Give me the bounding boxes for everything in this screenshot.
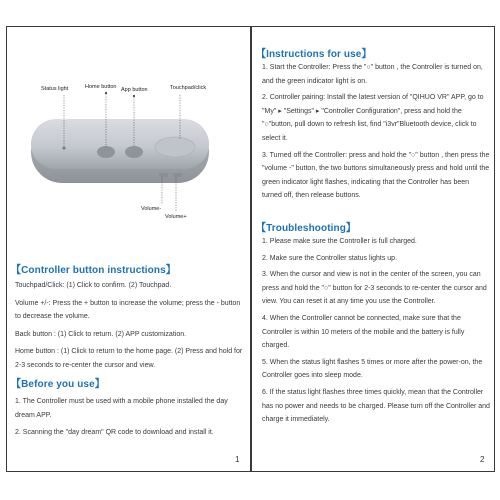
section-title-controller-buttons: 【Controller button instructions】	[11, 265, 176, 276]
app-button-shape	[125, 146, 143, 158]
label-touchpad: Touchpad/click	[170, 85, 207, 91]
section-title-before-use: 【Before you use】	[11, 379, 105, 390]
manual-page-left	[6, 26, 251, 472]
paragraph: Back button : (1) Click to return. (2) APP customization.	[15, 330, 187, 338]
controller-instructions-text	[15, 279, 247, 373]
paragraph: 3. When the cursor and view is not in the center of the screen, you can press and hold the "○" button for 2-3 seconds to re-center the cursor and view. You can reset it at any time you use the Controller.	[262, 271, 487, 306]
status-light-dot	[62, 146, 65, 149]
paragraph: 1. Please make sure the Controller is full charged.	[262, 238, 417, 245]
volume-plus-key	[173, 173, 182, 177]
paragraph: Touchpad/Click: (1) Click to confirm. (2) Touchpad.	[15, 282, 172, 289]
home-button-shape	[97, 146, 115, 158]
page-number: 1	[235, 455, 240, 464]
paragraph: 1. The Controller must be used with a mobile phone installed the day dream APP.	[15, 398, 228, 419]
paragraph: 6. If the status light flashes three times quickly, mean that the Controller has no power and needs to be charged. Please turn off the Controller and charge it immediately.	[262, 388, 490, 424]
touchpad-shape	[155, 137, 195, 157]
paragraph: Volume +/-: Press the + button to increase the volume; press the - button to decrease the volume.	[15, 299, 241, 321]
label-volume-plus: Volume+	[165, 214, 187, 220]
paragraph: 4. When the Controller cannot be connected, make sure that the Controller is within 10 meters of the mobile and the battery is fully charged.	[262, 314, 465, 350]
troubleshooting-text	[262, 235, 490, 427]
page-number: 2	[480, 455, 485, 464]
paragraph: 2. Controller pairing: Install the latest version of "QIHUO VR" APP, go to "My" ▸ "Settings" ▸ "Controller Configuration", press and hold the "○"button, pull down to refresh list, find "i3vr"Bluetooth device, click to select it.	[262, 94, 484, 142]
section-title-instructions: 【Instructions for use】	[256, 49, 372, 60]
label-status-light: Status light	[41, 86, 69, 92]
paragraph: 2. Make sure the Controller status lights up.	[262, 254, 398, 262]
volume-minus-key	[159, 173, 168, 177]
section-title-troubleshooting: 【Troubleshooting】	[256, 223, 357, 234]
controller-diagram	[7, 27, 252, 220]
label-app-button: App button	[121, 87, 148, 93]
instructions-text	[262, 61, 490, 203]
paragraph: 2. Scanning the "day dream" QR code to download and install it.	[15, 429, 214, 437]
paragraph: 5. When the status light flashes 5 times or more after the power-on, the Controller goes into sleep mode.	[262, 358, 483, 380]
paragraph: Home button : (1) Click to return to the home page. (2) Press and hold for 2-3 seconds to re-center the cursor and view.	[15, 348, 243, 369]
label-home-button: Home button	[85, 84, 117, 90]
paragraph: 3. Turned off the Controller: press and hold the "○" button , then press the "volume -" button, the two buttons simultaneously press and hold until the green indicator light flashes, indicating that the Controller has been turned off, then release buttons.	[262, 151, 490, 200]
label-volume-minus: Volume-	[141, 206, 162, 212]
controller-illustration	[7, 27, 252, 217]
before-use-text	[15, 395, 247, 440]
manual-page-right	[251, 26, 495, 472]
paragraph: 1. Start the Controller: Press the "○" button , the Controller is turned on, and the green indicator light is on.	[262, 64, 483, 85]
